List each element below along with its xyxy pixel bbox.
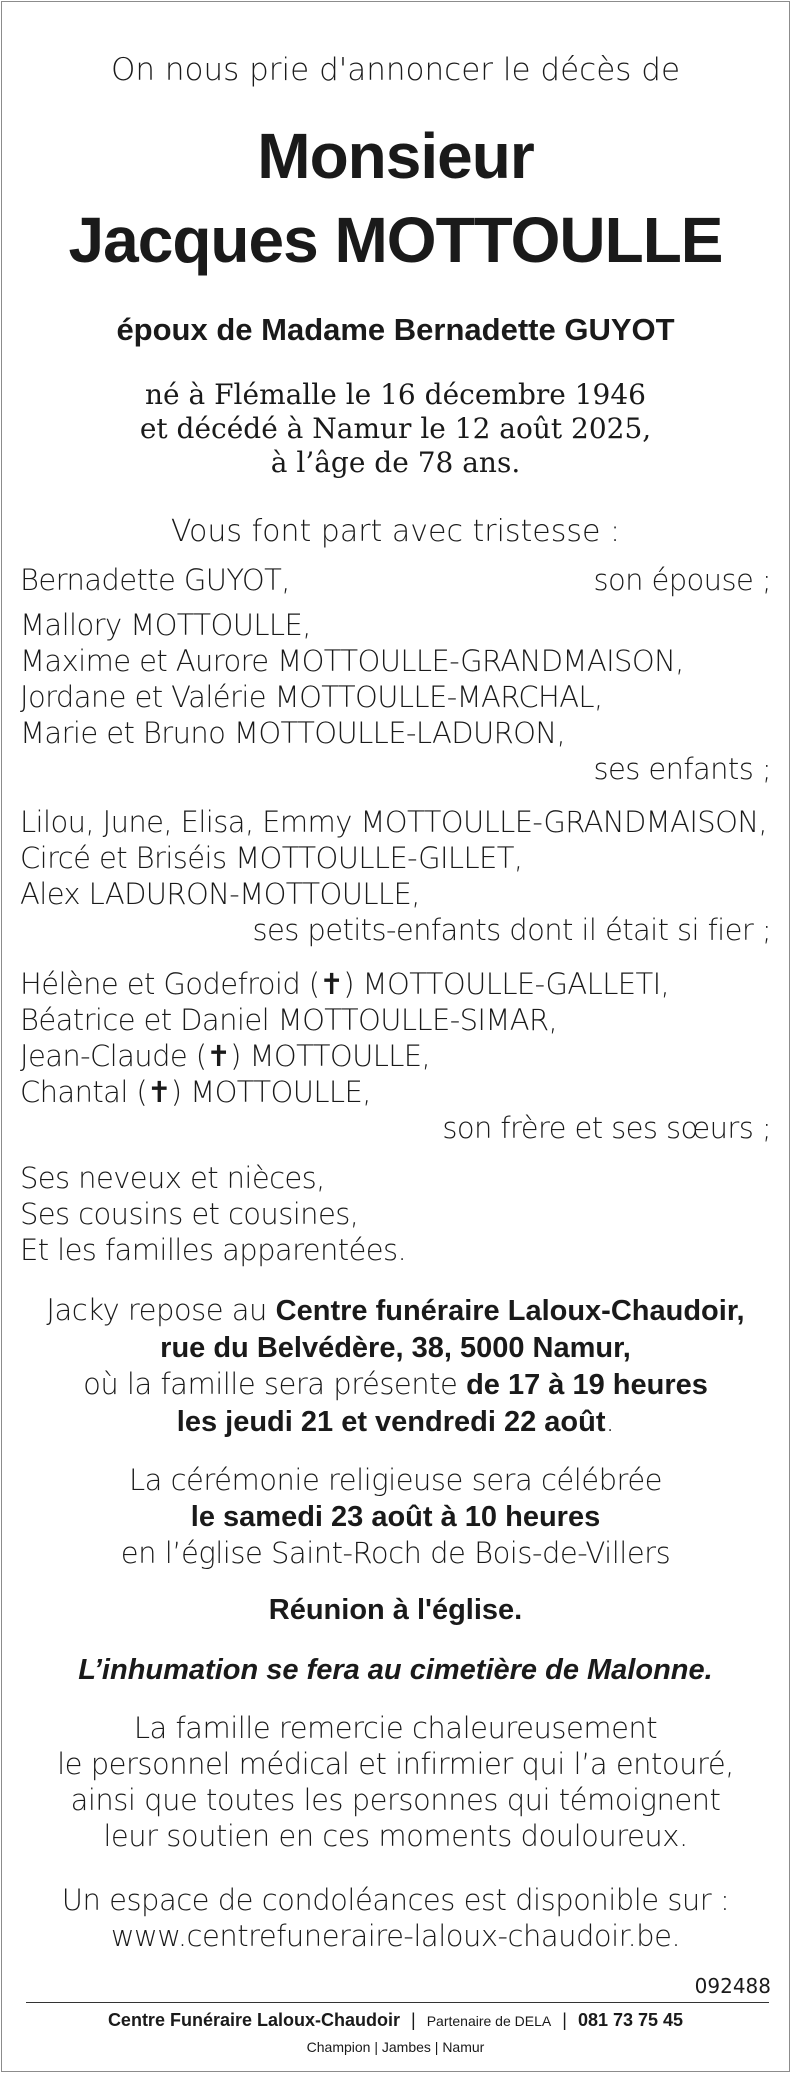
family-children (20, 607, 771, 787)
reference-number: 092488 (694, 1974, 771, 1998)
funeral-home-name: Centre funéraire Laloux-Chaudoir, (275, 1295, 745, 1327)
list-item: Et les familles apparentées. (20, 1233, 407, 1267)
spouse-role: son épouse ; (593, 563, 771, 597)
birth-line: né à Flémalle le 16 décembre 1946 (145, 378, 646, 411)
ceremony-info (2, 1462, 789, 1571)
family-siblings (20, 966, 771, 1146)
footer-divider (26, 2002, 769, 2003)
grandchildren-role: ses petits-enfants dont il était si fier ; (252, 913, 771, 947)
footer-separator: | (411, 2010, 416, 2030)
deceased-title: Monsieur (257, 120, 534, 192)
birth-death-lines (2, 378, 789, 480)
children-role: ses enfants ; (593, 752, 771, 786)
footer-locations: Champion | Jambes | Namur (306, 2039, 485, 2055)
list-item: Maxime et Aurore MOTTOULLE-GRANDMAISON, (20, 644, 684, 678)
family-spouse (20, 562, 771, 598)
condolences-website: www.centrefuneraire-laloux-chaudoir.be. (110, 1919, 681, 1953)
spouse-name: Bernadette GUYOT, (20, 563, 290, 597)
list-item: Béatrice et Daniel MOTTOULLE-SIMAR, (20, 1003, 558, 1037)
condolences-line: Un espace de condoléances est disponible sur : (61, 1883, 730, 1917)
visitation-text-1: Jacky repose au (46, 1293, 276, 1327)
footer (2, 2010, 789, 2031)
visitation-info (2, 1292, 789, 1440)
footer-separator: | (562, 2010, 567, 2030)
list-item: Ses neveux et nièces, (20, 1161, 325, 1195)
thanks-block (2, 1710, 789, 1854)
age-line: à l’âge de 78 ans. (270, 446, 521, 479)
list-item: Marie et Bruno MOTTOULLE-LADURON, (20, 716, 566, 750)
visitation-days: les jeudi 21 et vendredi 22 août (176, 1406, 606, 1438)
visitation-hours: de 17 à 19 heures (466, 1369, 708, 1401)
list-item: Mallory MOTTOULLE, (20, 608, 311, 642)
death-notice (1, 1, 790, 2072)
footer-partner: Partenaire de DELA (426, 2013, 552, 2029)
thanks-line: ainsi que toutes les personnes qui témoignent (70, 1783, 721, 1817)
reunion-line: Réunion à l'église. (268, 1594, 523, 1626)
deceased-fullname: Jacques MOTTOULLE (68, 204, 723, 276)
thanks-line: leur soutien en ces moments douloureux. (103, 1819, 688, 1853)
list-item: Lilou, June, Elisa, Emmy MOTTOULLE-GRANDMAISON, (20, 805, 768, 839)
list-item: Alex LADURON-MOTTOULLE, (20, 877, 420, 911)
spouse-line: époux de Madame Bernadette GUYOT (116, 312, 675, 347)
share-line: Vous font part avec tristesse : (170, 514, 621, 549)
visitation-text-3: . (605, 1404, 615, 1438)
visitation-text-2: où la famille sera présente (83, 1367, 467, 1401)
family-grandchildren (20, 804, 771, 948)
list-item: Circé et Briséis MOTTOULLE-GILLET, (20, 841, 523, 875)
siblings-role: son frère et ses sœurs ; (442, 1111, 771, 1145)
footer-phone: 081 73 75 45 (577, 2010, 684, 2030)
ceremony-date: le samedi 23 août à 10 heures (190, 1501, 601, 1533)
list-item: Chantal (✝) MOTTOULLE, (20, 1075, 371, 1109)
funeral-home-address: rue du Belvédère, 38, 5000 Namur, (160, 1332, 631, 1364)
list-item: Jordane et Valérie MOTTOULLE-MARCHAL, (20, 680, 603, 714)
list-item: Ses cousins et cousines, (20, 1197, 359, 1231)
ceremony-place: en l’église Saint-Roch de Bois-de-Villers (120, 1536, 671, 1570)
burial-line: L’inhumation se fera au cimetière de Malonne. (78, 1654, 713, 1686)
family-others (20, 1160, 771, 1268)
deceased-name (2, 114, 789, 282)
ceremony-line-1: La cérémonie religieuse sera célébrée (128, 1463, 663, 1497)
condolences-block (2, 1882, 789, 1954)
footer-company: Centre Funéraire Laloux-Chaudoir (107, 2010, 400, 2030)
list-item: Hélène et Godefroid (✝) MOTTOULLE-GALLETI, (20, 967, 670, 1001)
intro-line: On nous prie d'annoncer le décès de (110, 52, 681, 88)
list-item: Jean-Claude (✝) MOTTOULLE, (20, 1039, 431, 1073)
thanks-line: La famille remercie chaleureusement (133, 1711, 658, 1745)
death-line: et décédé à Namur le 12 août 2025, (139, 412, 652, 445)
thanks-line: le personnel médical et infirmier qui l’a entouré, (57, 1747, 734, 1781)
